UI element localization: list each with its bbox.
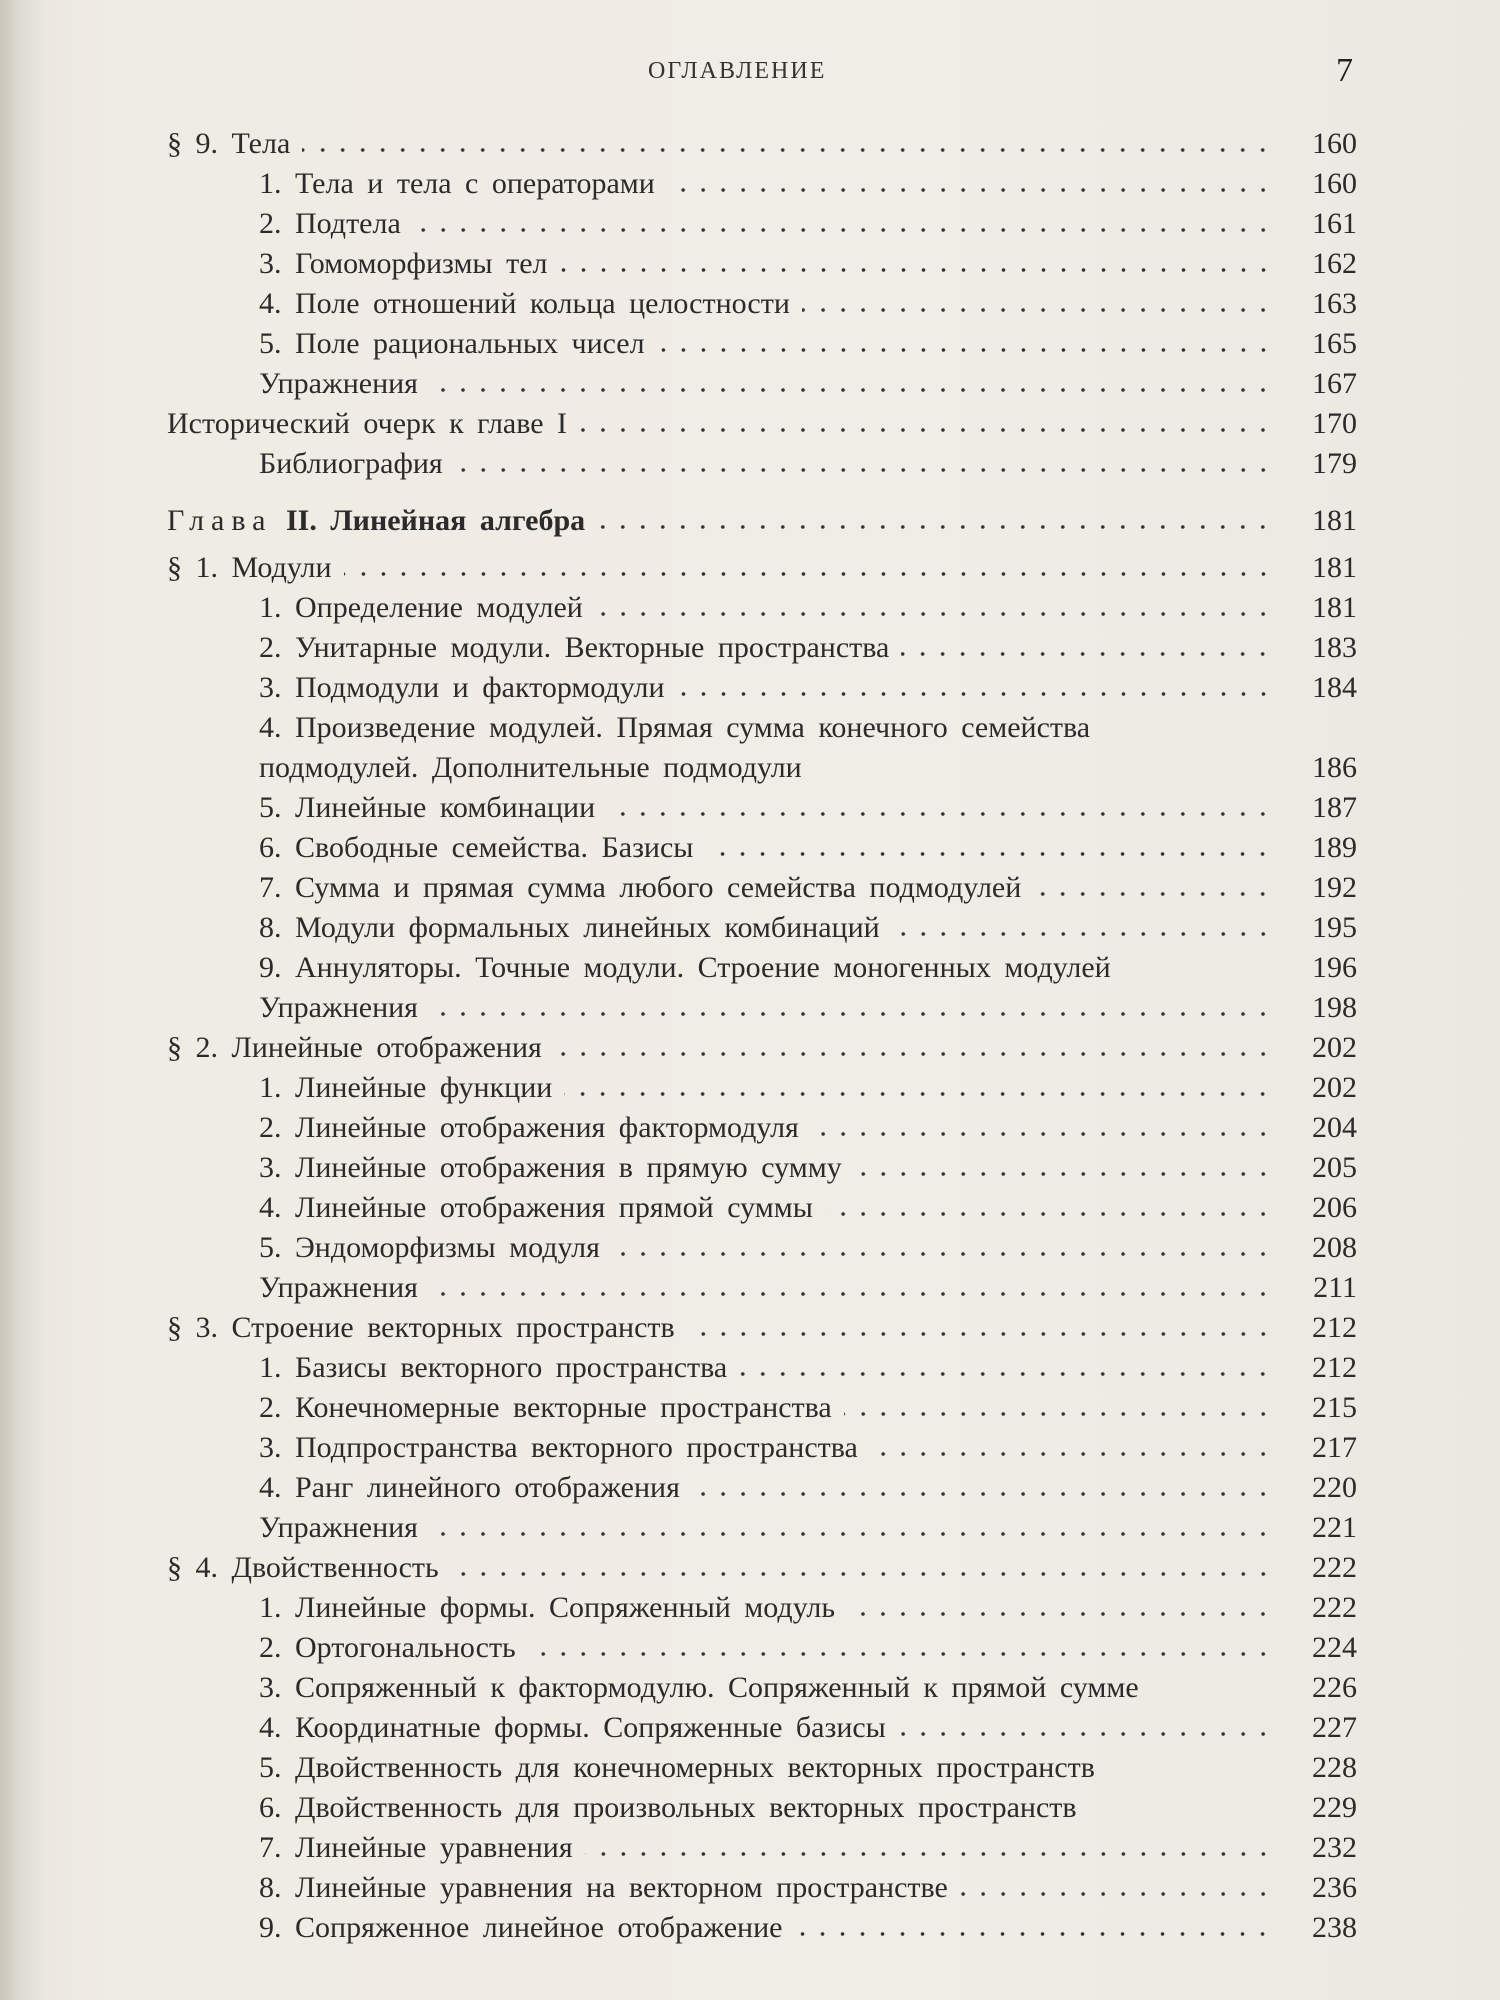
toc-subsection-entry (167, 1268, 1357, 1308)
dot-leader (854, 1171, 1273, 1177)
entry-page-number: 162 (1312, 247, 1357, 280)
toc-subsection-entry (167, 444, 1357, 484)
dot-leader (960, 1891, 1273, 1897)
entry-title: 2. Ортогональность (259, 1631, 516, 1664)
toc-subsection-entry (167, 1588, 1357, 1628)
dot-leader (687, 1331, 1273, 1337)
entry-title: 7. Сумма и прямая сумма любого семейства подмодулей (259, 871, 1022, 904)
entry-title: Исторический очерк к главе I (167, 407, 568, 440)
entry-title: 1. Линейные функции (259, 1071, 553, 1104)
entry-title: 1. Базисы векторного пространства (259, 1351, 728, 1384)
entry-page-number: 229 (1312, 1791, 1357, 1824)
dot-leader (413, 227, 1273, 233)
running-header (0, 52, 1500, 96)
entry-title: 5. Эндоморфизмы модуля (259, 1231, 600, 1264)
toc-subsection-entry (167, 948, 1357, 988)
dot-leader (430, 1011, 1273, 1017)
toc-subsection-entry (167, 1388, 1357, 1428)
toc-subsection-entry (167, 1668, 1357, 1708)
entry-title: 6. Двойственность для произвольных векторных пространств (259, 1791, 1077, 1824)
entry-title: 1. Линейные формы. Сопряженный модуль (259, 1591, 836, 1624)
entry-title: 3. Сопряженный к фактормодулю. Сопряженный к прямой сумме (259, 1671, 1139, 1704)
entry-title: 9. Аннуляторы. Точные модули. Строение моногенных модулей (259, 951, 1111, 984)
chapter-label: Глава (167, 504, 273, 537)
entry-page-number: 179 (1312, 447, 1357, 480)
toc-subsection-entry (167, 628, 1357, 668)
dot-leader (430, 387, 1273, 393)
entry-page-number: 186 (1312, 751, 1357, 784)
entry-page-number: 206 (1312, 1191, 1357, 1224)
dot-leader (657, 347, 1273, 353)
dot-leader (705, 851, 1273, 857)
entry-page-number: 187 (1312, 791, 1357, 824)
entry-title: 8. Модули формальных линейных комбинаций (259, 911, 880, 944)
dot-leader (667, 187, 1273, 193)
entry-page-number: 228 (1312, 1751, 1357, 1784)
dot-leader (1033, 891, 1273, 897)
toc-subsection-entry (167, 1828, 1357, 1868)
chapter-title: II. Линейная алгебра (272, 504, 586, 537)
dot-leader (344, 571, 1273, 577)
entry-page-number: 212 (1312, 1311, 1357, 1344)
entry-title: § 9. Тела (167, 127, 291, 160)
dot-leader (554, 1051, 1273, 1057)
entry-page-number: 236 (1312, 1871, 1357, 1904)
entry-title: § 3. Строение векторных пространств (167, 1311, 675, 1344)
toc-subsection-entry (167, 1428, 1357, 1468)
dot-leader (814, 771, 1273, 777)
dot-leader (1089, 1811, 1273, 1817)
toc-subsection-entry (167, 988, 1357, 1028)
entry-page-number: 202 (1312, 1071, 1357, 1104)
entry-page-number: 202 (1312, 1031, 1357, 1064)
entry-page-number: 222 (1312, 1551, 1357, 1584)
entry-title: 1. Тела и тела с операторами (259, 167, 655, 200)
toc-subsection-entry (167, 164, 1357, 204)
dot-leader (302, 147, 1273, 153)
toc-section-entry (167, 1548, 1357, 1588)
toc-subsection-entry (167, 1628, 1357, 1668)
entry-page-number: 165 (1312, 327, 1357, 360)
entry-page-number: 160 (1312, 127, 1357, 160)
toc-section-entry (167, 1308, 1357, 1348)
entry-title: 3. Подмодули и фактормодули (259, 671, 665, 704)
entry-page-number: 183 (1312, 631, 1357, 664)
entry-page-number: 167 (1312, 367, 1357, 400)
entry-page-number: 205 (1312, 1151, 1357, 1184)
dot-leader (825, 1211, 1273, 1217)
running-header-title: ОГЛАВЛЕНИЕ (648, 58, 827, 84)
entry-title: подмодулей. Дополнительные подмодули (259, 751, 802, 784)
entry-page-number: 222 (1312, 1591, 1357, 1624)
entry-page-number: 195 (1312, 911, 1357, 944)
dot-leader (455, 467, 1273, 473)
toc-subsection-entry (167, 1108, 1357, 1148)
toc-subsection-entry (167, 324, 1357, 364)
toc-subsection-entry (167, 708, 1357, 748)
toc-subsection-entry (167, 1188, 1357, 1228)
toc-subsection-entry (167, 1228, 1357, 1268)
dot-leader (1151, 1691, 1273, 1697)
dot-leader (844, 1411, 1273, 1417)
toc-subsection-entry (167, 1868, 1357, 1908)
dot-leader (892, 931, 1273, 937)
entry-page-number: 232 (1312, 1831, 1357, 1864)
entry-title: 4. Произведение модулей. Прямая сумма конечного семейства (259, 711, 1091, 744)
entry-title: Упражнения (259, 367, 418, 400)
entry-page-number: 170 (1312, 407, 1357, 440)
entry-page-number: 220 (1312, 1471, 1357, 1504)
entry-title: § 4. Двойственность (167, 1551, 439, 1584)
dot-leader (430, 1291, 1273, 1297)
entry-page-number: 211 (1313, 1271, 1357, 1304)
entry-page-number: 204 (1312, 1111, 1357, 1144)
entry-title: 3. Линейные отображения в прямую сумму (259, 1151, 842, 1184)
dot-leader (847, 1611, 1273, 1617)
entry-page-number: 161 (1312, 207, 1357, 240)
toc-subsection-entry (167, 908, 1357, 948)
dot-leader (677, 691, 1274, 697)
toc-subsection-entry (167, 748, 1357, 788)
entry-title: 5. Поле рациональных чисел (259, 327, 645, 360)
dot-leader (802, 307, 1273, 313)
entry-page-number: 212 (1312, 1351, 1357, 1384)
dot-leader (430, 1531, 1273, 1537)
toc-subsection-entry (167, 588, 1357, 628)
entry-page-number: 160 (1312, 167, 1357, 200)
entry-page-number: 238 (1312, 1911, 1357, 1944)
entry-page-number: 192 (1312, 871, 1357, 904)
dot-leader (560, 267, 1274, 273)
entry-title: 1. Определение модулей (259, 591, 583, 624)
dot-leader (794, 1931, 1273, 1937)
entry-title: 6. Свободные семейства. Базисы (259, 831, 694, 864)
entry-page-number: 227 (1312, 1711, 1357, 1744)
toc-subsection-entry (167, 244, 1357, 284)
entry-page-number: 226 (1312, 1671, 1357, 1704)
entry-title: 4. Поле отношений кольца целостности (259, 287, 790, 320)
toc-section-entry (167, 404, 1357, 444)
entry-title: Упражнения (259, 1271, 418, 1304)
toc-chapter-entry (167, 501, 1357, 541)
dot-leader (811, 1131, 1273, 1137)
dot-leader (1102, 731, 1273, 737)
dot-leader (585, 1851, 1273, 1857)
dot-leader (595, 611, 1273, 617)
entry-title: 2. Унитарные модули. Векторные пространства (259, 631, 890, 664)
entry-title: 2. Конечномерные векторные пространства (259, 1391, 832, 1424)
toc-subsection-entry (167, 828, 1357, 868)
dot-leader (528, 1651, 1273, 1657)
dot-leader (1107, 1771, 1273, 1777)
entry-page-number: 196 (1312, 951, 1357, 984)
dot-leader (597, 524, 1273, 530)
page-number: 7 (1336, 52, 1353, 89)
entry-page-number: 215 (1312, 1391, 1357, 1424)
entry-title: 2. Линейные отображения фактормодуля (259, 1111, 799, 1144)
entry-page-number: 163 (1312, 287, 1357, 320)
entry-page-number: 189 (1312, 831, 1357, 864)
entry-title: 3. Гомоморфизмы тел (259, 247, 548, 280)
toc-section-entry (167, 548, 1357, 588)
toc-subsection-entry (167, 1148, 1357, 1188)
toc-subsection-entry (167, 1908, 1357, 1948)
entry-page-number: 208 (1312, 1231, 1357, 1264)
entry-page-number: 221 (1312, 1511, 1357, 1544)
toc-subsection-entry (167, 1508, 1357, 1548)
toc-subsection-entry (167, 1748, 1357, 1788)
entry-title: 9. Сопряженное линейное отображение (259, 1911, 783, 1944)
entry-title: § 2. Линейные отображения (167, 1031, 542, 1064)
dot-leader (898, 1731, 1273, 1737)
toc-subsection-entry (167, 1788, 1357, 1828)
entry-title: 8. Линейные уравнения на векторном пространстве (259, 1871, 948, 1904)
toc-subsection-entry (167, 1708, 1357, 1748)
entry-title: Библиография (259, 447, 443, 480)
toc-section-entry (167, 124, 1357, 164)
entry-title (167, 501, 585, 541)
dot-leader (451, 1571, 1273, 1577)
entry-page-number: 224 (1312, 1631, 1357, 1664)
toc-section-entry (167, 1028, 1357, 1068)
entry-title: § 1. Модули (167, 551, 332, 584)
toc-subsection-entry (167, 868, 1357, 908)
toc-subsection-entry (167, 788, 1357, 828)
dot-leader (739, 1371, 1273, 1377)
entry-title: 7. Линейные уравнения (259, 1831, 573, 1864)
entry-page-number: 217 (1312, 1431, 1357, 1464)
toc-subsection-entry (167, 364, 1357, 404)
entry-title: Упражнения (259, 1511, 418, 1544)
toc-subsection-entry (167, 1348, 1357, 1388)
entry-title: Упражнения (259, 991, 418, 1024)
entry-page-number: 181 (1312, 591, 1357, 624)
entry-page-number: 184 (1312, 671, 1357, 704)
dot-leader (564, 1091, 1273, 1097)
dot-leader (692, 1491, 1273, 1497)
entry-page-number: 198 (1312, 991, 1357, 1024)
entry-page-number: 181 (1312, 504, 1357, 537)
dot-leader (579, 427, 1273, 433)
entry-title: 2. Подтела (259, 207, 401, 240)
entry-title: 3. Подпространства векторного пространства (259, 1431, 858, 1464)
toc-subsection-entry (167, 1068, 1357, 1108)
toc-subsection-entry (167, 1468, 1357, 1508)
dot-leader (607, 811, 1273, 817)
dot-leader (901, 651, 1273, 657)
entry-page-number: 181 (1312, 551, 1357, 584)
toc-subsection-entry (167, 204, 1357, 244)
dot-leader (1123, 971, 1273, 977)
entry-title: 4. Координатные формы. Сопряженные базисы (259, 1711, 886, 1744)
toc-subsection-entry (167, 668, 1357, 708)
table-of-contents (167, 124, 1357, 1948)
entry-title: 4. Ранг линейного отображения (259, 1471, 680, 1504)
dot-leader (612, 1251, 1273, 1257)
dot-leader (870, 1451, 1273, 1457)
entry-title: 4. Линейные отображения прямой суммы (259, 1191, 813, 1224)
entry-title: 5. Линейные комбинации (259, 791, 596, 824)
toc-subsection-entry (167, 284, 1357, 324)
entry-title: 5. Двойственность для конечномерных векторных пространств (259, 1751, 1095, 1784)
